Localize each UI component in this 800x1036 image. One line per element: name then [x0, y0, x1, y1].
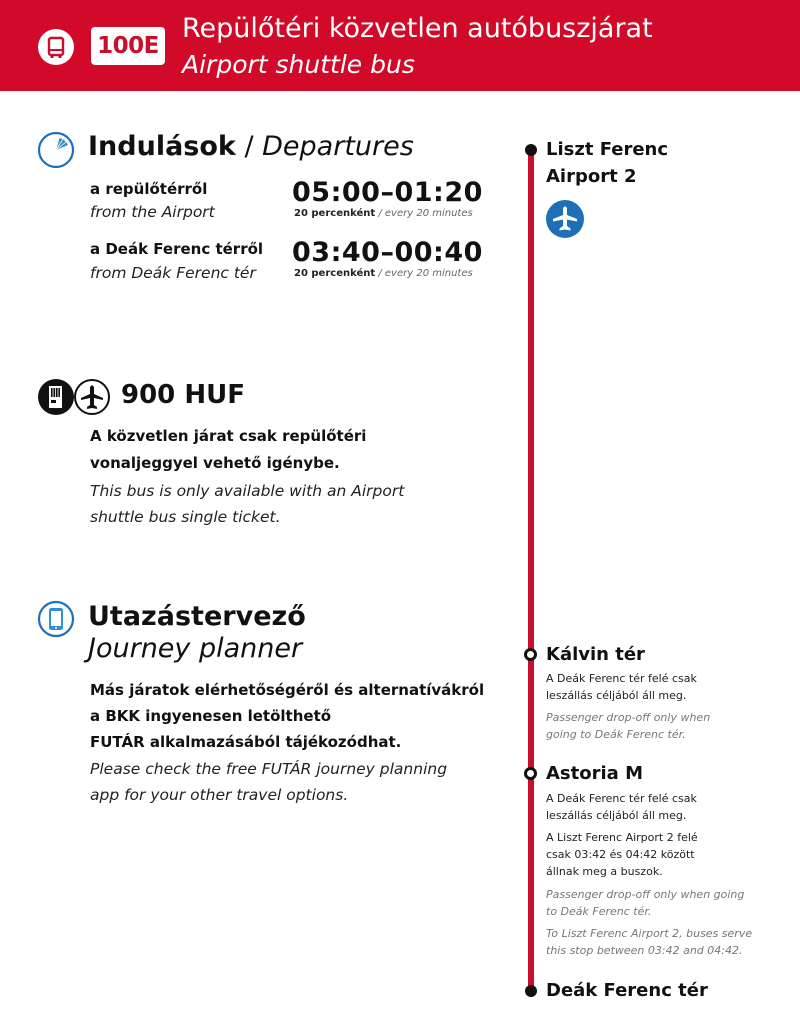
stop-marker — [524, 767, 537, 780]
journey-planner-text-en: Please check the free FUTÁR journey planning — [90, 760, 448, 778]
stop-marker-terminus — [525, 985, 537, 997]
departure-frequency — [294, 208, 473, 219]
stop-note-hu: csak 03:42 és 04:42 között — [546, 848, 695, 861]
route-line — [528, 150, 534, 992]
journey-planner-text-hu: Más járatok elérhetőségéről és alternatívákról — [90, 681, 485, 699]
stop-name: Kálvin tér — [546, 644, 645, 665]
ticket-icon — [37, 378, 75, 420]
smartphone-icon — [37, 600, 75, 642]
journey-planner-text-en: app for your other travel options. — [90, 786, 349, 804]
airplane-icon — [73, 378, 111, 420]
fare-text-hu: vonaljeggyel vehető igénybe. — [90, 454, 340, 472]
stop-note-hu: A Liszt Ferenc Airport 2 felé — [546, 831, 698, 844]
clock-icon — [37, 131, 75, 173]
stop-note-en: to Deák Ferenc tér. — [546, 905, 652, 918]
stop-note-en: this stop between 03:42 and 04:42. — [546, 944, 743, 957]
departure-time-range: 05:00–01:20 — [292, 177, 483, 208]
departure-frequency — [294, 268, 473, 279]
frequency-en: every 20 minutes — [384, 208, 473, 219]
departure-from-hu: a repülőtérről — [90, 180, 208, 198]
departure-time-range: 03:40–00:40 — [292, 237, 483, 268]
stop-note-hu: állnak meg a buszok. — [546, 865, 663, 878]
stop-note-en: going to Deák Ferenc tér. — [546, 728, 686, 741]
stop-marker-terminus — [525, 144, 537, 156]
header-title: Repülőtéri közvetlen autóbuszjárat — [182, 13, 653, 44]
stop-note-en: Passenger drop-off only when going — [546, 888, 745, 901]
journey-planner-text-hu: a BKK ingyenesen letölthető — [90, 707, 332, 725]
header-subtitle: Airport shuttle bus — [182, 50, 415, 79]
fare-text-en: This bus is only available with an Airport — [90, 482, 405, 500]
stop-note-hu: leszállás céljából áll meg. — [546, 809, 687, 822]
bus-icon — [38, 29, 74, 65]
journey-planner-title-en: Journey planner — [88, 633, 303, 664]
route-number-badge: 100E — [91, 27, 165, 65]
stop-name: Astoria M — [546, 763, 643, 784]
journey-planner-text-hu: FUTÁR alkalmazásából tájékozódhat. — [90, 733, 402, 751]
departure-from-en: from the Airport — [90, 203, 215, 221]
stop-name: Liszt Ferenc — [546, 139, 669, 160]
frequency-sep: / — [375, 208, 385, 219]
stop-note-en: Passenger drop-off only when — [546, 711, 711, 724]
title-separator: / — [235, 131, 263, 162]
stop-note-hu: A Deák Ferenc tér felé csak — [546, 792, 697, 805]
stop-marker — [524, 648, 537, 661]
stop-name: Airport 2 — [546, 166, 637, 187]
frequency-en: every 20 minutes — [384, 268, 473, 279]
departures-title — [88, 131, 414, 162]
departure-from-en: from Deák Ferenc tér — [90, 264, 256, 282]
frequency-sep: / — [375, 268, 385, 279]
header-bar — [0, 0, 800, 91]
stop-note-hu: leszállás céljából áll meg. — [546, 689, 687, 702]
fare-text-hu: A közvetlen járat csak repülőtéri — [90, 427, 367, 445]
departure-from-hu: a Deák Ferenc térről — [90, 240, 264, 258]
ticket-price: 900 HUF — [121, 380, 245, 410]
departures-title-en: Departures — [262, 131, 414, 162]
journey-planner-title-hu: Utazástervező — [88, 601, 306, 632]
stop-note-hu: A Deák Ferenc tér felé csak — [546, 672, 697, 685]
stop-name: Deák Ferenc tér — [546, 980, 708, 1001]
fare-text-en: shuttle bus single ticket. — [90, 508, 281, 526]
departures-title-hu: Indulások — [88, 131, 236, 162]
frequency-hu: 20 percenként — [294, 208, 376, 219]
frequency-hu: 20 percenként — [294, 268, 376, 279]
stop-note-en: To Liszt Ferenc Airport 2, buses serve — [546, 927, 753, 940]
airport-icon — [546, 200, 584, 238]
